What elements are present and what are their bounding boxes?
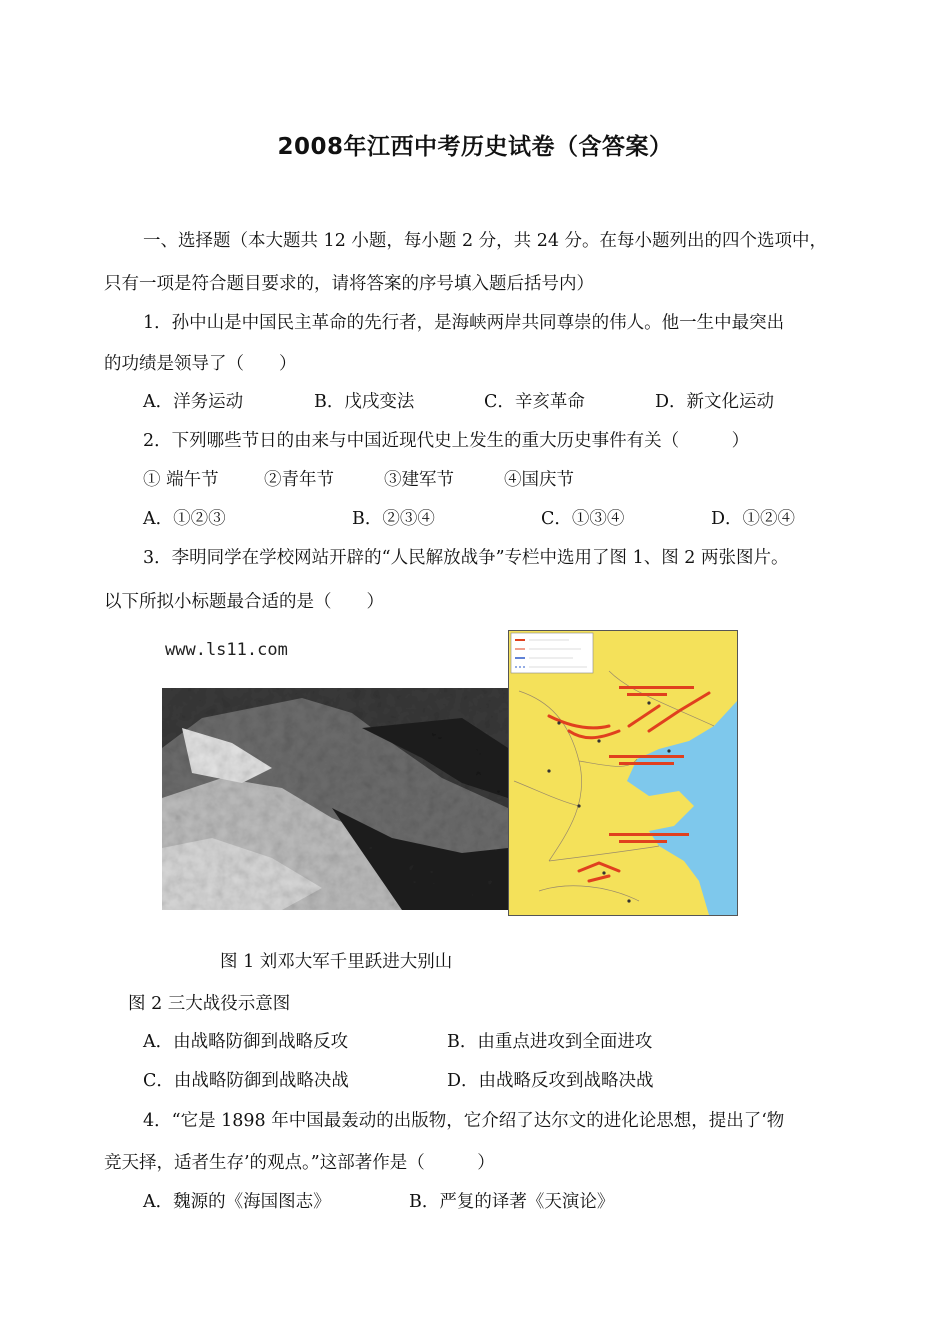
question-1-option-d: D．新文化运动 [655, 392, 775, 412]
question-2-option-a: A．①②③ [143, 509, 226, 529]
question-1-stem-line-1: 1．孙中山是中国民主革命的先行者，是海峡两岸共同尊崇的伟人。他一生中最突出 [143, 313, 785, 333]
question-1-option-a: A．洋务运动 [143, 392, 244, 412]
question-2-item-2: ②青年节 [264, 470, 334, 490]
campaign-map-graphic [509, 631, 737, 915]
question-1-option-c: C．辛亥革命 [484, 392, 585, 412]
section-instructions-line-1: 一、选择题（本大题共 12 小题，每小题 2 分，共 24 分。在每小题列出的四个选项中， [143, 231, 828, 251]
figure-1-caption: 图 1 刘邓大军千里跃进大别山 [220, 952, 453, 972]
question-2-option-b: B．②③④ [352, 509, 435, 529]
question-3-option-c: C．由战略防御到战略决战 [143, 1071, 349, 1091]
figure-1-dabie-mountain-photo [162, 688, 508, 910]
question-2-item-1: ① 端午节 [143, 470, 219, 490]
figure-2-three-campaigns-map [508, 630, 738, 916]
question-3-option-a: A．由战略防御到战略反攻 [143, 1032, 349, 1052]
question-2-stem: 2．下列哪些节日的由来与中国近现代史上发生的重大历史事件有关（ ） [143, 431, 750, 451]
figure-2-caption: 图 2 三大战役示意图 [128, 994, 291, 1014]
page-title: 2008年江西中考历史试卷（含答案） [277, 134, 673, 160]
question-3-stem-line-2: 以下所拟小标题最合适的是（ ） [104, 592, 384, 612]
question-4-option-a: A．魏源的《海国图志》 [143, 1192, 331, 1212]
question-2-option-c: C．①③④ [541, 509, 625, 529]
figure-watermark: www.ls11.com [165, 640, 288, 660]
question-2-option-d: D．①②④ [711, 509, 796, 529]
question-3-stem-line-1: 3．李明同学在学校网站开辟的“人民解放战争”专栏中选用了图 1、图 2 两张图片。 [143, 548, 789, 568]
question-1-stem-line-2: 的功绩是领导了（ ） [104, 354, 297, 374]
question-3-option-d: D．由战略反攻到战略决战 [447, 1071, 654, 1091]
question-4-option-b: B．严复的译著《天演论》 [409, 1192, 615, 1212]
section-instructions-line-2: 只有一项是符合题目要求的，请将答案的序号填入题后括号内） [104, 274, 594, 294]
question-3-option-b: B．由重点进攻到全面进攻 [447, 1032, 653, 1052]
question-2-item-4: ④国庆节 [504, 470, 574, 490]
question-2-item-3: ③建军节 [384, 470, 454, 490]
mountain-photo-graphic [162, 688, 508, 910]
question-4-stem-line-1: 4．“它是 1898 年中国最轰动的出版物，它介绍了达尔文的进化论思想，提出了‘物 [143, 1111, 785, 1131]
question-4-stem-line-2: 竞天择，适者生存’的观点。”这部著作是（ ） [104, 1153, 495, 1173]
question-1-option-b: B．戊戌变法 [314, 392, 415, 412]
